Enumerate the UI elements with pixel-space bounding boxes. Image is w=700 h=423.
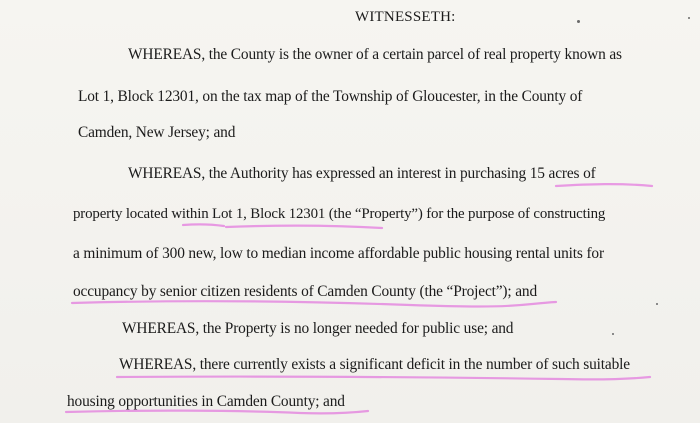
- underline-within: [183, 224, 224, 226]
- body-line-6: a minimum of 300 new, low to median income affordable public housing rental units for: [73, 245, 604, 262]
- body-line-1: WHEREAS, the County is the owner of a certain parcel of real property known as: [128, 46, 622, 63]
- underline-lot-block: [226, 226, 382, 228]
- body-line-10: housing opportunities in Camden County; and: [67, 393, 345, 410]
- body-line-4: WHEREAS, the Authority has expressed an interest in purchasing 15 acres of: [128, 165, 596, 182]
- body-line-3: Camden, New Jersey; and: [78, 124, 236, 141]
- underline-whereas-deficit: [117, 377, 650, 380]
- scan-speck: [577, 20, 580, 23]
- scan-speck: [656, 303, 658, 305]
- underline-housing-line: [66, 411, 368, 414]
- underline-occupancy-line: [72, 301, 556, 306]
- body-line-7: occupancy by senior citizen residents of Camden County (the “Project”); and: [73, 283, 537, 300]
- scan-speck: [612, 333, 614, 335]
- body-line-2: Lot 1, Block 12301, on the tax map of the Township of Gloucester, in the County of: [78, 88, 583, 105]
- body-line-5: property located within Lot 1, Block 12301 (the “Property”) for the purpose of constructing: [73, 206, 606, 222]
- section-heading: WITNESSETH:: [355, 9, 456, 25]
- body-line-8: WHEREAS, the Property is no longer needed for public use; and: [122, 320, 514, 337]
- body-line-9: WHEREAS, there currently exists a significant deficit in the number of such suitable: [119, 356, 630, 373]
- underline-15-acres: [556, 184, 652, 186]
- scan-speck: [688, 17, 690, 19]
